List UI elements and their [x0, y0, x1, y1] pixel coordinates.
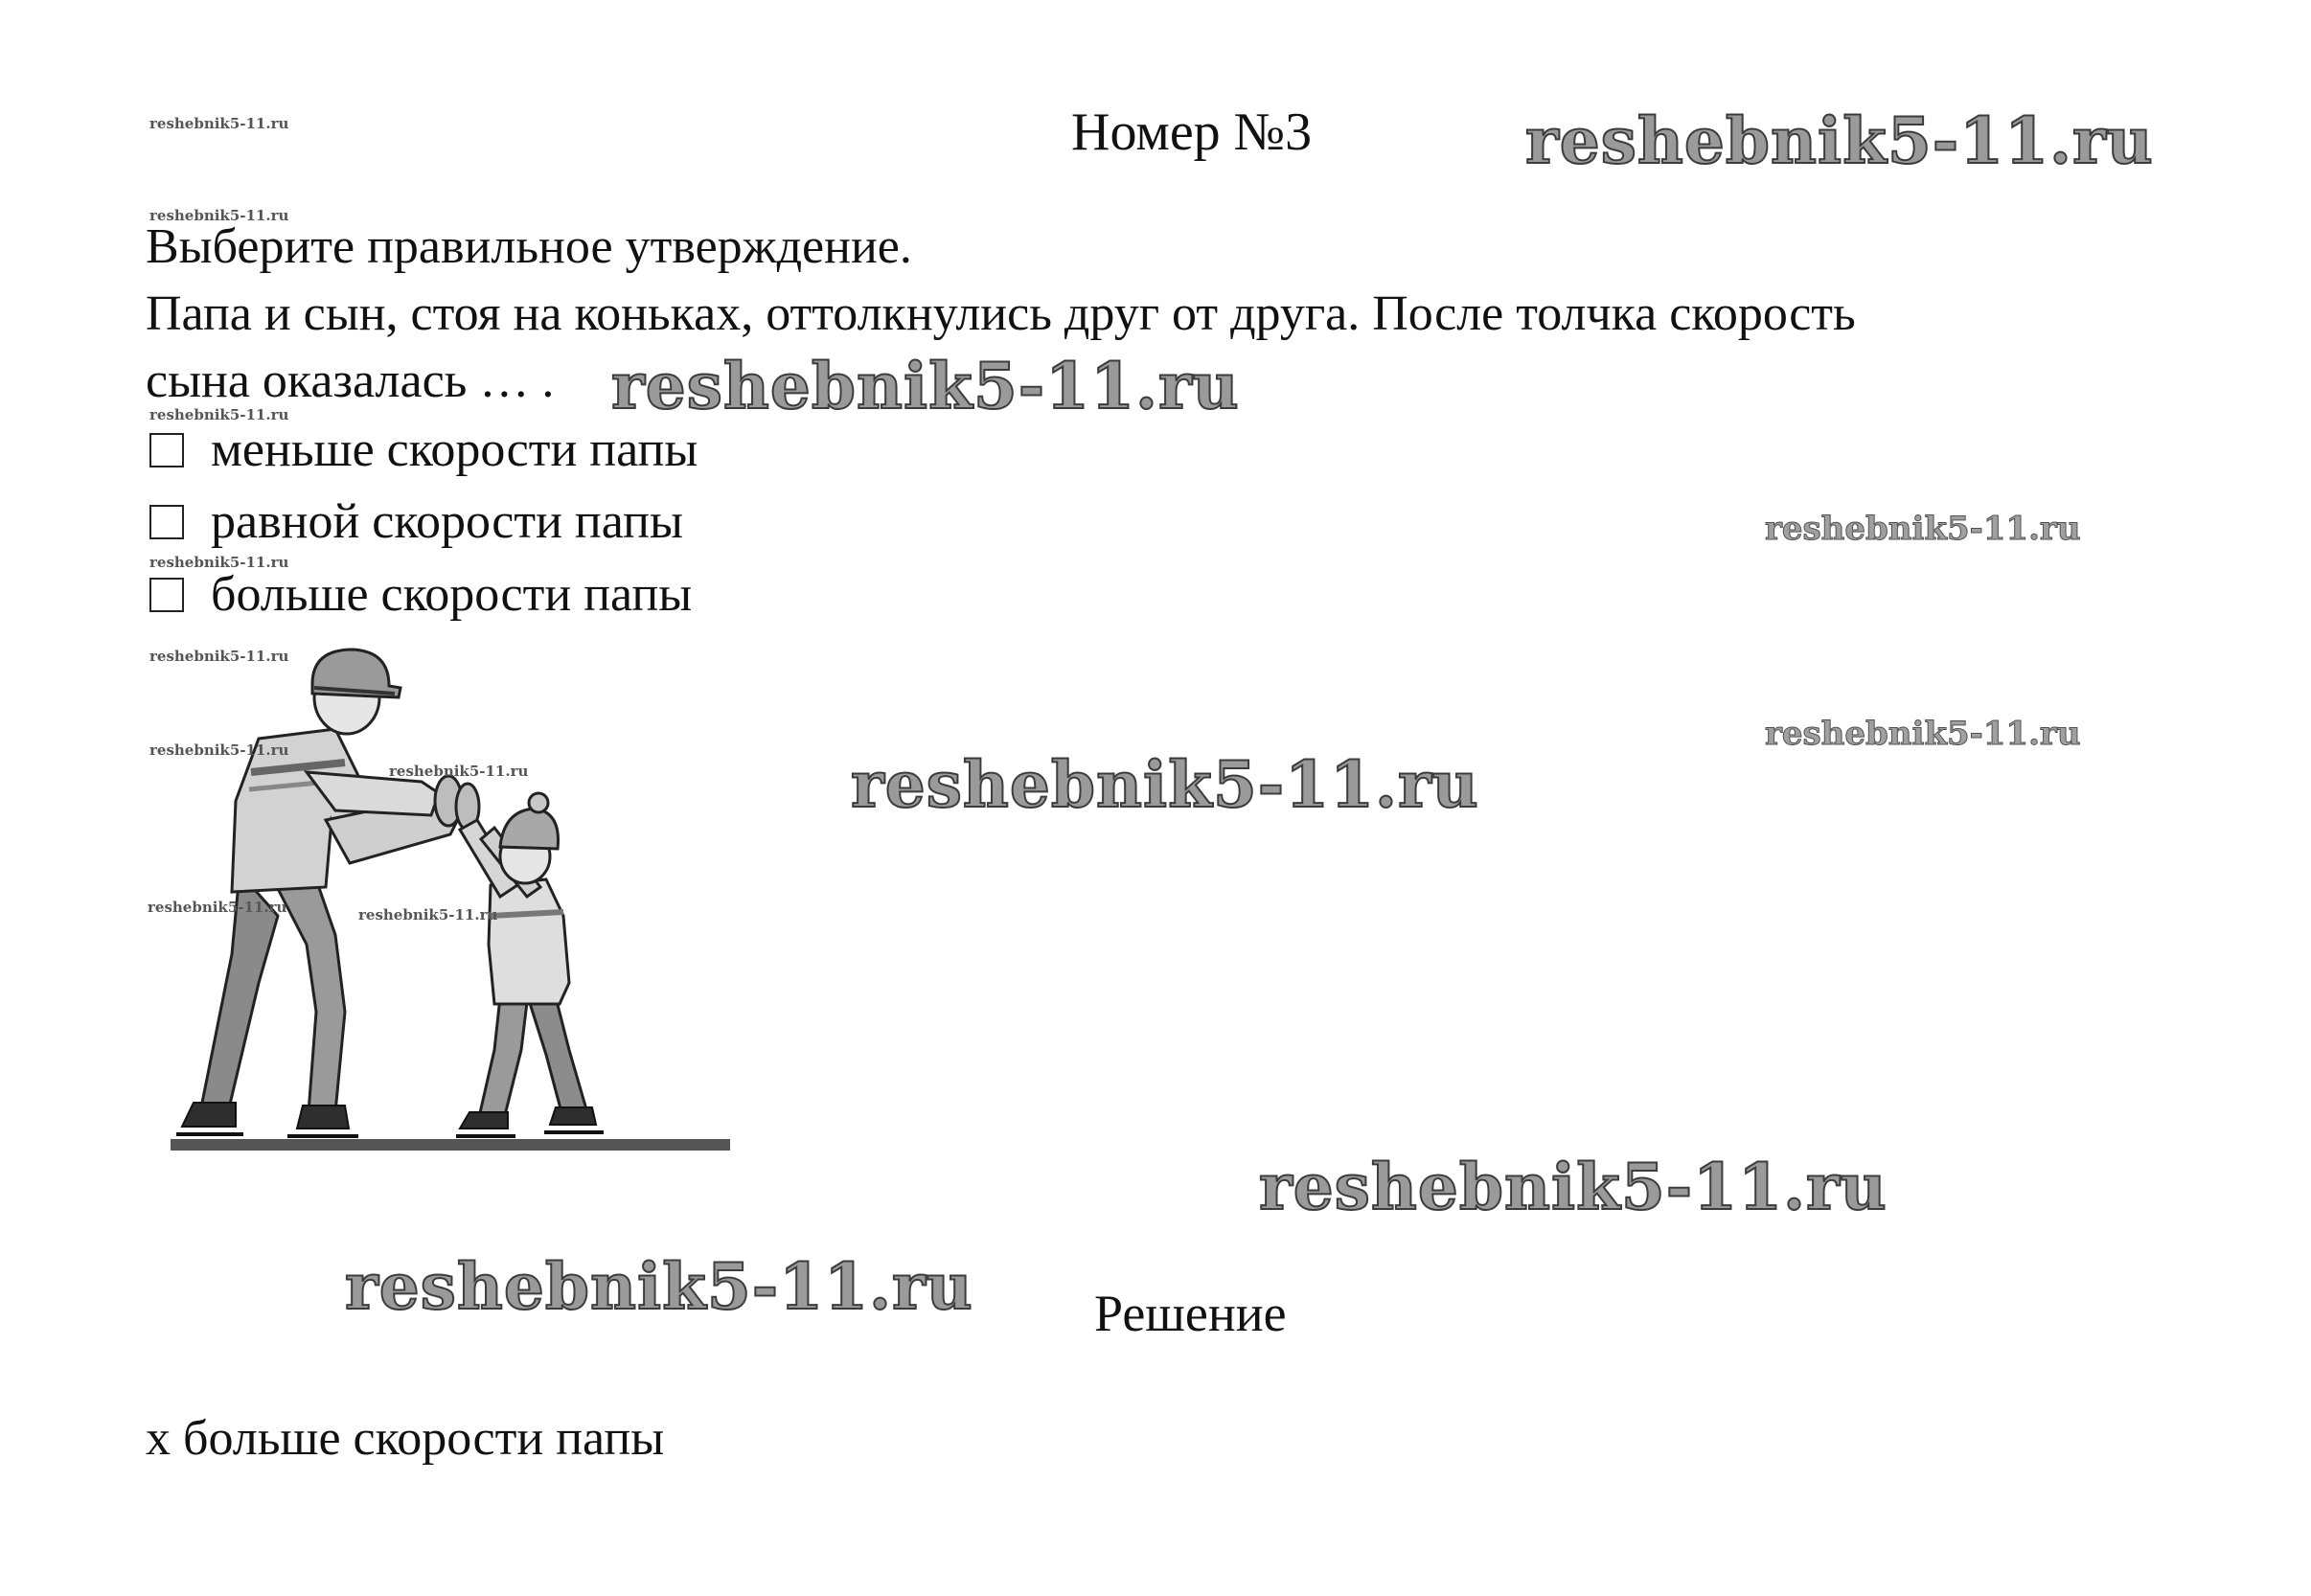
watermark-small: reshebnik5-11.ru — [358, 906, 498, 923]
watermark-small: reshebnik5-11.ru — [149, 554, 289, 571]
watermark-small: reshebnik5-11.ru — [149, 741, 289, 759]
checkbox-empty-icon[interactable] — [149, 433, 184, 467]
watermark-small: reshebnik5-11.ru — [389, 763, 529, 780]
option-less[interactable] — [149, 422, 698, 478]
watermark-medium: reshebnik5-11.ru — [1765, 510, 2081, 548]
skaters-figure — [144, 628, 768, 1222]
option-greater[interactable] — [149, 566, 692, 623]
watermark-small: reshebnik5-11.ru — [149, 406, 289, 423]
watermark-small: reshebnik5-11.ru — [148, 899, 287, 916]
option-label: равной скорости папы — [211, 494, 683, 549]
question-text-line1: Папа и сын, стоя на коньках, оттолкнулись друг от друга. После толчка скорость — [146, 286, 1856, 341]
watermark-small: reshebnik5-11.ru — [149, 207, 289, 224]
watermark-small: reshebnik5-11.ru — [149, 648, 289, 665]
checkbox-empty-icon[interactable] — [149, 578, 184, 612]
watermark-large: reshebnik5-11.ru — [611, 349, 1240, 423]
watermark-large: reshebnik5-11.ru — [851, 747, 1479, 822]
option-equal[interactable] — [149, 493, 683, 550]
watermark-medium: reshebnik5-11.ru — [1765, 715, 2081, 753]
page-title: Номер №3 — [1071, 103, 1313, 162]
checkbox-empty-icon[interactable] — [149, 505, 184, 539]
solution-heading: Решение — [1094, 1285, 1287, 1342]
father-and-son-skaters-illustration — [144, 628, 768, 1222]
question-text-line2: сына оказалась … . — [146, 353, 555, 408]
option-label: больше скорости папы — [211, 567, 693, 622]
watermark-small: reshebnik5-11.ru — [149, 115, 289, 132]
solution-answer: х больше скорости папы — [146, 1411, 665, 1466]
watermark-large: reshebnik5-11.ru — [345, 1249, 973, 1324]
task-instruction: Выберите правильное утверждение. — [146, 219, 912, 274]
option-label: меньше скорости папы — [211, 422, 698, 477]
ice-surface — [171, 1139, 730, 1151]
watermark-large: reshebnik5-11.ru — [1259, 1150, 1888, 1224]
watermark-large: reshebnik5-11.ru — [1525, 103, 2154, 178]
